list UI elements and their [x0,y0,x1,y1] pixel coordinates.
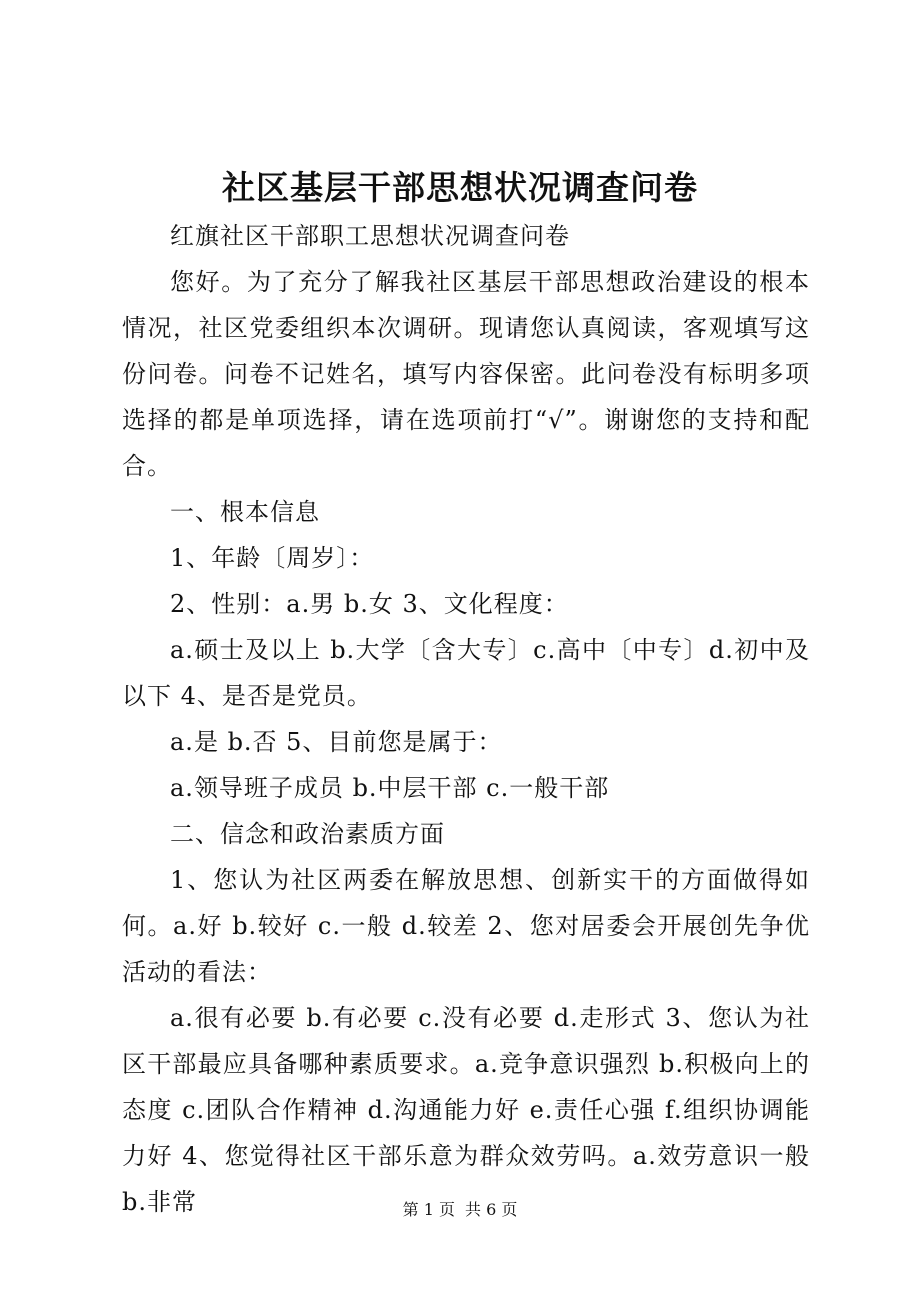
section-heading-basic-info: 一、根本信息 [170,498,320,526]
party-member-options: a.是 b.否 5、目前您是属于： [170,728,503,756]
section-heading-beliefs: 二、信念和政治素质方面 [170,820,445,848]
question-gender-education: 2、性别：a.男 b.女 3、文化程度： [170,590,569,618]
page-footer [0,1198,920,1222]
education-options: a.硕士及以上 b.大学〔含大专〕c.高中〔中专〕d.初中及以下 4、是否是党员。 [122,636,810,710]
subtitle-paragraph: 红旗社区干部职工思想状况调查问卷 [170,222,570,250]
question-block-2: a.很有必要 b.有必要 c.没有必要 d.走形式 3、您认为社区干部最应具备哪种素质要求。a.竞争意识强烈 b.积极向上的态度 c.团队合作精神 d.沟通能力好 e.责任心强 f.组织协调能力好 4、您觉得社区干部乐意为群众效劳吗。a.效劳意识一般 b.非常 [122,1004,810,1216]
page-number: 第 1 页 [402,1200,455,1219]
document-title: 社区基层干部思想状况调查问卷 [222,168,698,207]
position-options: a.领导班子成员 b.中层干部 c.一般干部 [170,774,610,802]
page-total: 共 6 页 [465,1200,518,1219]
question-block-1: 1、您认为社区两委在解放思想、创新实干的方面做得如何。a.好 b.较好 c.一般 d.较差 2、您对居委会开展创先争优活动的看法： [122,866,810,986]
document-body [122,213,810,1225]
question-age: 1、年龄〔周岁〕： [170,544,375,572]
intro-paragraph: 您好。为了充分了解我社区基层干部思想政治建设的根本情况，社区党委组织本次调研。现请您认真阅读，客观填写这份问卷。问卷不记姓名，填写内容保密。此问卷没有标明多项选择的都是单项选择，请在选项前打“√”。谢谢您的支持和配合。 [122,268,810,480]
